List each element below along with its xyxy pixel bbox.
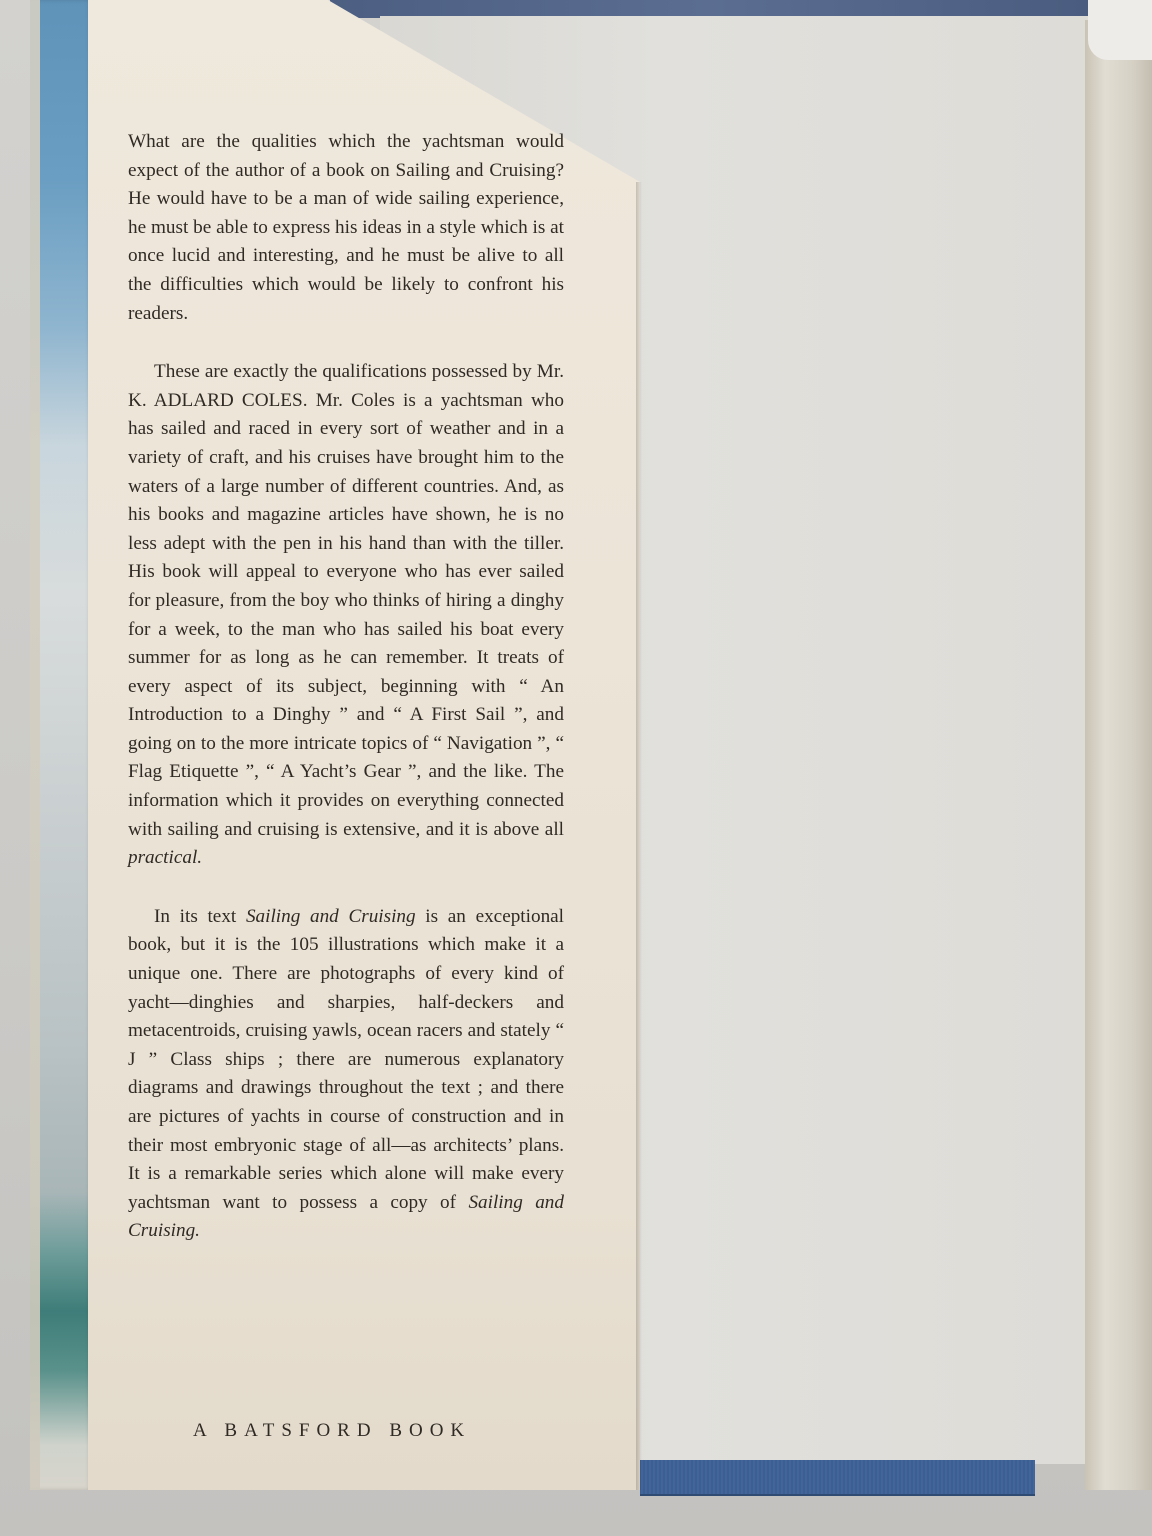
blurb-paragraph-1: What are the qualities which the yachtsman would expect of the author of a book on Sailing and Cruising? He would have to be a man of wide sailing experience, he must be able to express his ideas in a style which is at once lucid and interesting, and he must be alive to all the difficulties which would be likely to confront his readers.	[128, 131, 564, 324]
blurb-paragraph-2	[128, 358, 564, 873]
blurb-paragraph-2-italic: practical.	[128, 847, 203, 869]
blurb-paragraph-3	[128, 903, 564, 1246]
flap-blurb	[128, 128, 564, 1246]
publisher-line: A BATSFORD BOOK	[193, 1420, 472, 1441]
blurb-paragraph-3-start: In its text	[154, 905, 246, 927]
blurb-paragraph-2-text: These are exactly the qualifications possessed by Mr. K. ADLARD COLES. Mr. Coles is a yachtsman who has sailed and raced in every sort of weather and in a variety of craft, and his cruises have brought him to the waters of a large number of different countries. And, as his books and magazine articles have shown, he is no less adept with the pen in his hand than with the tiller. His book will appeal to everyone who has ever sailed for pleasure, from the boy who thinks of hiring a dinghy for a week, to the man who has sailed his boat every summer for as long as he can remember. It treats of every aspect of its subject, beginning with “ An Introduction to a Dinghy ” and “ A First Sail ”, and going on to the more intricate topics of “ Navigation ”, “ Flag Etiquette ”, “ A Yacht’s Gear ”, and the like. The information which it provides on everything connected with sailing and cruising is extensive, and it is above all	[128, 361, 564, 840]
page-edges	[1085, 20, 1152, 1490]
flap-shadow	[636, 182, 642, 1490]
page-corner	[1088, 0, 1152, 60]
cloth-board-bottom	[640, 1460, 1035, 1496]
jacket-spine-edge	[30, 0, 40, 1490]
blurb-paragraph-3-end: Sailing and Cruising.	[128, 1191, 564, 1242]
blurb-paragraph-3-mid: is an exceptional book, but it is the 105 illustrations which make it a unique one. There are photographs of every kind of yacht—dinghies and sharpies, half-deckers and metacentroids, cruising yawls, ocean racers and stately “ J ” Class ships ; there are numerous explanatory diagrams and drawings throughout the text ; and there are pictures of yachts in course of construction and in their most embryonic stage of all—as architects’ plans. It is a remarkable series which alone will make every yachtsman want to possess a copy of	[128, 905, 565, 1213]
blurb-paragraph-3-title: Sailing and Cruising	[245, 905, 416, 927]
